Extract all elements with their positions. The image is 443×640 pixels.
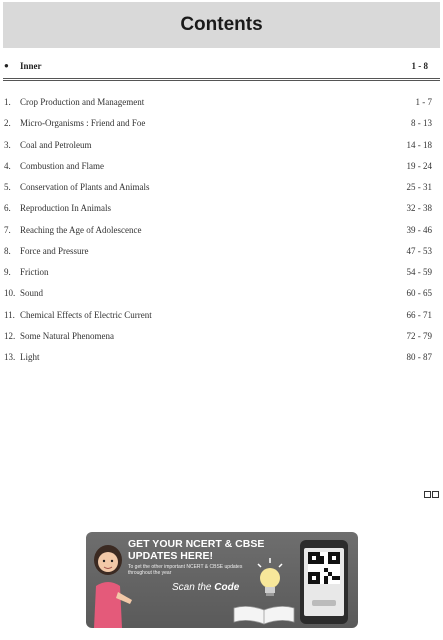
entry-pages: 25 - 31	[406, 182, 432, 192]
inner-section-row	[4, 60, 440, 74]
entry-title: Force and Pressure	[20, 245, 89, 256]
entry-number: 2.	[4, 118, 11, 129]
entry-pages: 19 - 24	[406, 160, 432, 171]
entry-number: 11.	[4, 309, 15, 320]
toc-entry-9[interactable]	[4, 265, 440, 286]
entry-pages: 60 - 65	[406, 288, 432, 299]
toc-entry-12[interactable]	[4, 329, 440, 350]
entry-title: Reaching the Age of Adolescence	[20, 224, 142, 235]
entry-pages: 47 - 53	[406, 245, 432, 256]
entry-title: Friction	[20, 267, 49, 277]
entry-pages: 32 - 38	[406, 203, 432, 214]
entry-title: Crop Production and Management	[20, 97, 145, 107]
phone-button	[312, 600, 336, 606]
entry-number: 3.	[4, 139, 11, 150]
banner-headline-line-2: UPDATES HERE!	[128, 550, 213, 562]
entry-number: 5.	[4, 182, 11, 192]
phone-screen	[304, 548, 344, 616]
entry-title: Reproduction In Animals	[20, 203, 111, 214]
toc-entry-13[interactable]	[4, 350, 440, 371]
contents-header	[3, 2, 440, 48]
bullet-icon: ●	[4, 61, 9, 70]
scan-the-code-text	[172, 582, 239, 593]
toc-entry-10[interactable]	[4, 286, 440, 307]
entry-number: 8.	[4, 245, 11, 256]
square-mark	[432, 491, 439, 498]
open-book-icon	[232, 602, 296, 626]
square-mark	[424, 491, 431, 498]
entry-number: 7.	[4, 224, 11, 235]
entry-pages: 14 - 18	[406, 139, 432, 150]
toc-entry-2[interactable]	[4, 116, 440, 137]
entry-title: Some Natural Phenomena	[20, 330, 114, 341]
divider-line	[3, 78, 440, 79]
phone-qr-icon[interactable]	[300, 540, 348, 624]
page-title: Contents	[180, 14, 263, 35]
entry-number: 13.	[4, 352, 16, 362]
entry-title: Light	[20, 352, 40, 362]
banner-subtext: To get the other important NCERT & CBSE updates throughout the year	[128, 564, 243, 576]
toc-entry-7[interactable]	[4, 223, 440, 244]
banner-headline-line-1: GET YOUR NCERT & CBSE	[128, 538, 265, 550]
toc-entry-6[interactable]	[4, 201, 440, 222]
entry-title: Combustion and Flame	[20, 160, 104, 171]
toc-entry-11[interactable]	[4, 308, 440, 329]
toc-entry-8[interactable]	[4, 244, 440, 265]
scan-prefix: Scan the	[172, 582, 215, 593]
entry-pages: 54 - 59	[406, 267, 432, 277]
inner-page-range: 1 - 8	[411, 61, 428, 71]
toc-entry-1[interactable]	[4, 95, 440, 116]
toc-entry-5[interactable]	[4, 180, 440, 201]
toc-entry-3[interactable]	[4, 138, 440, 159]
square-marks	[424, 491, 439, 498]
entry-number: 12.	[4, 330, 16, 341]
entry-number: 10.	[4, 288, 16, 299]
entry-number: 1.	[4, 97, 11, 107]
inner-label: Inner	[20, 61, 42, 71]
entry-pages: 1 - 7	[415, 97, 432, 107]
entry-pages: 39 - 46	[406, 224, 432, 235]
entry-title: Chemical Effects of Electric Current	[20, 309, 152, 320]
entry-title: Sound	[20, 288, 44, 299]
girl-illustration	[88, 542, 132, 628]
toc-entry-4[interactable]	[4, 159, 440, 180]
ncert-updates-banner[interactable]	[86, 532, 358, 628]
lightbulb-icon	[254, 558, 286, 602]
entry-title: Micro-Organisms : Friend and Foe	[20, 118, 146, 129]
entry-number: 9.	[4, 267, 11, 277]
entry-title: Conservation of Plants and Animals	[20, 182, 150, 192]
entry-title: Coal and Petroleum	[20, 139, 92, 150]
entry-pages: 8 - 13	[411, 118, 432, 129]
entry-pages: 80 - 87	[406, 352, 432, 362]
entry-number: 6.	[4, 203, 11, 214]
scan-bold: Code	[214, 582, 240, 593]
entry-pages: 66 - 71	[406, 309, 432, 320]
qr-code-icon	[308, 552, 340, 584]
entry-number: 4.	[4, 160, 11, 171]
divider-line	[3, 80, 440, 81]
entry-pages: 72 - 79	[406, 330, 432, 341]
table-of-contents	[4, 95, 440, 371]
